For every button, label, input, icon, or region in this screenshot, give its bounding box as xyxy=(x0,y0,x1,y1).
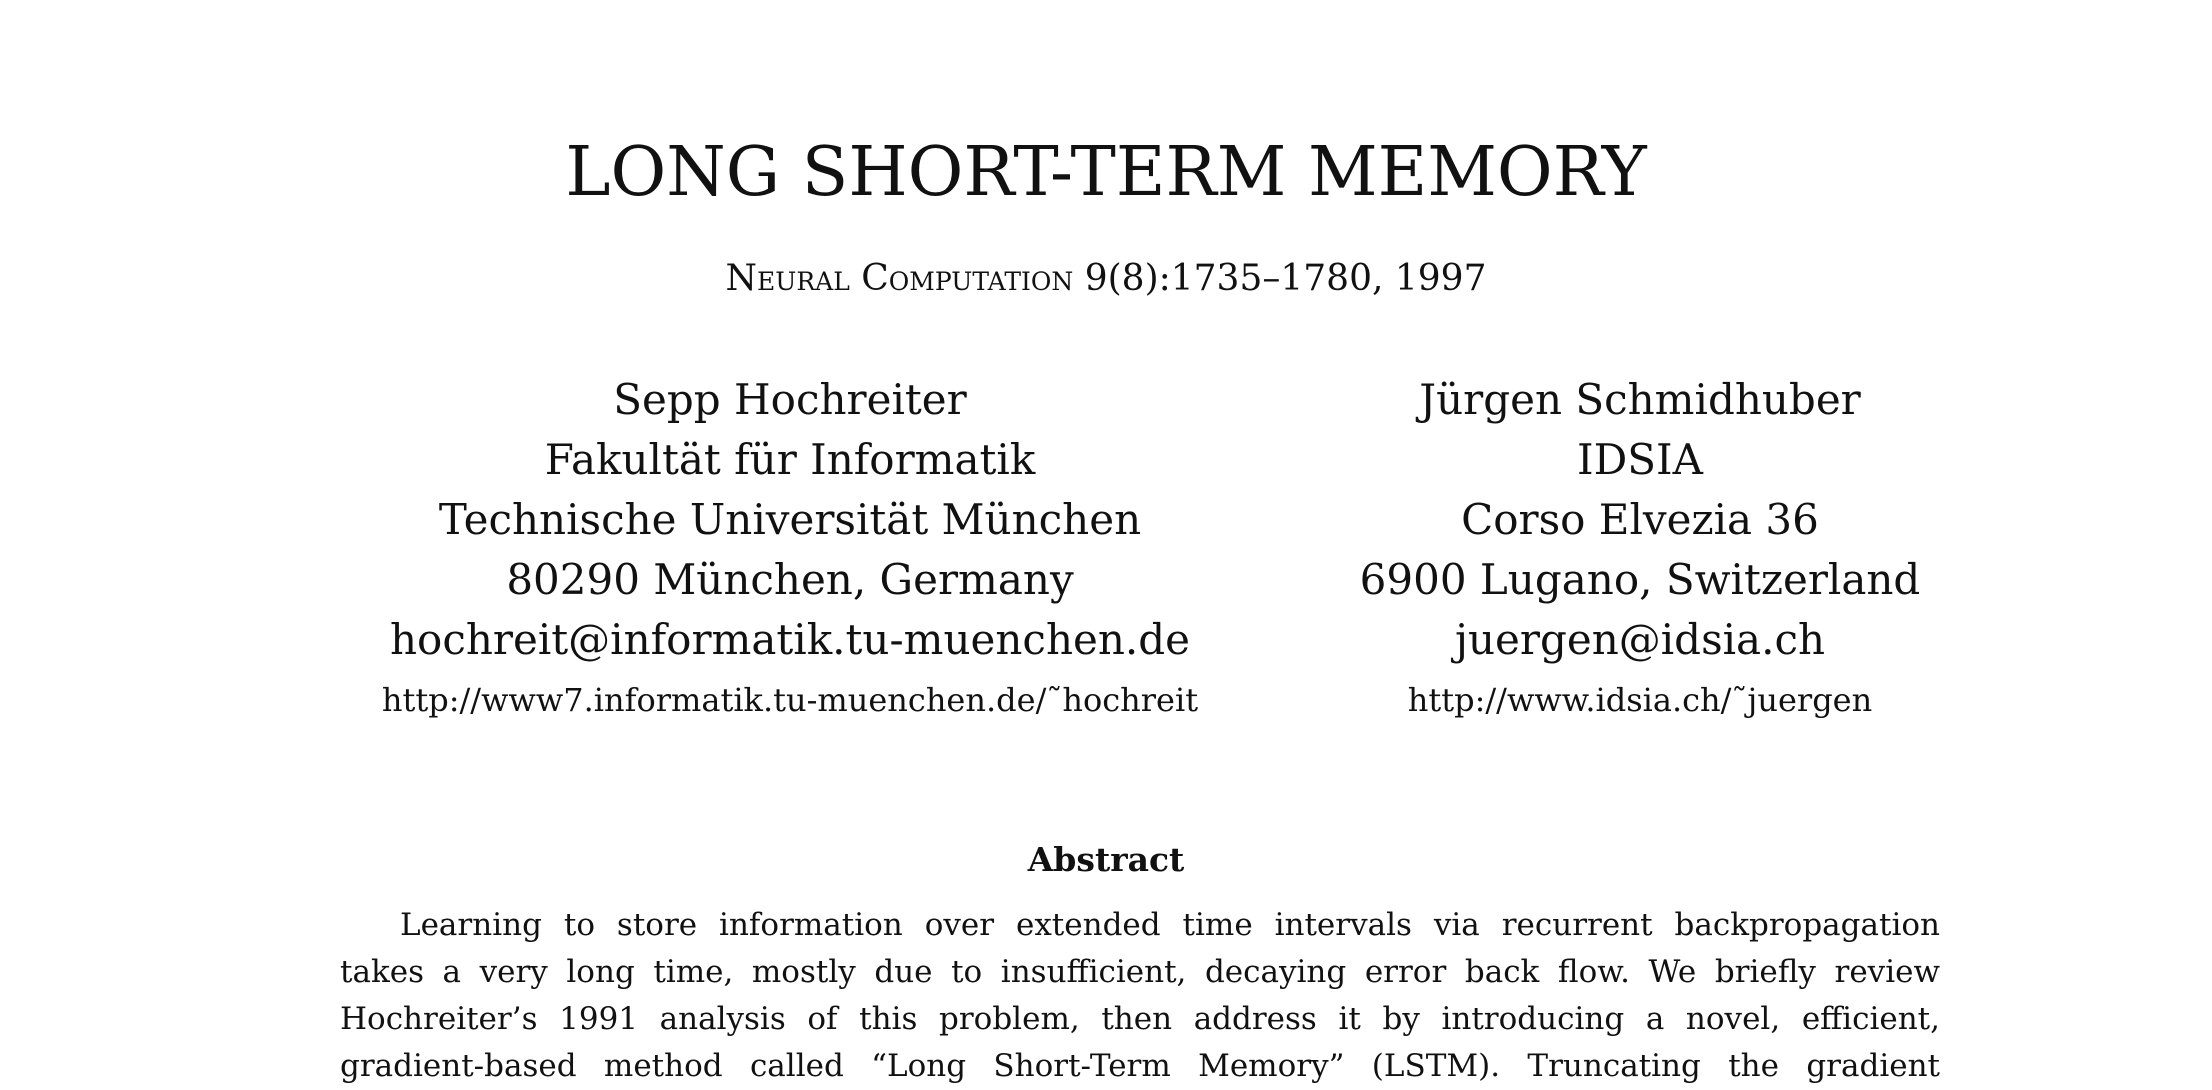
author-email: juergen@idsia.ch xyxy=(1454,615,1826,664)
author-address: 6900 Lugano, Switzerland xyxy=(1359,555,1921,604)
author-block-hochreiter xyxy=(300,370,1280,724)
venue-details: 9(8):1735–1780, 1997 xyxy=(1084,258,1487,299)
author-email: hochreit@informatik.tu-muenchen.de xyxy=(390,615,1190,664)
author-name: Sepp Hochreiter xyxy=(613,375,967,424)
author-address: 80290 München, Germany xyxy=(506,555,1074,604)
author-name: Jürgen Schmidhuber xyxy=(1419,375,1861,424)
author-affiliation: IDSIA xyxy=(1577,435,1703,484)
abstract-line: takes a very long time, mostly due to insufficient, decaying error back flow. We briefly review xyxy=(340,954,1940,990)
abstract-line: Learning to store information over extended time intervals via recurrent backpropagation xyxy=(400,907,1940,943)
abstract-body xyxy=(340,902,1940,1090)
abstract-line: Hochreiter’s 1991 analysis of this problem, then address it by introducing a novel, efficient, xyxy=(340,1001,1940,1037)
venue-line xyxy=(0,255,2212,303)
author-url: http://www.idsia.ch/˜juergen xyxy=(1407,681,1873,719)
author-affiliation: Technische Universität München xyxy=(438,495,1142,544)
venue-name: Neural Computation xyxy=(725,258,1074,299)
paper-title: LONG SHORT-TERM MEMORY xyxy=(565,133,1647,212)
author-affiliation: Corso Elvezia 36 xyxy=(1461,495,1819,544)
author-url: http://www7.informatik.tu-muenchen.de/˜hochreit xyxy=(381,681,1199,719)
abstract-line: gradient-based method called “Long Short-Term Memory” (LSTM). Truncating the gradient xyxy=(340,1048,1940,1084)
author-affiliation: Fakultät für Informatik xyxy=(544,435,1036,484)
author-block-schmidhuber xyxy=(1300,370,1980,724)
abstract-heading: Abstract xyxy=(1027,840,1185,879)
